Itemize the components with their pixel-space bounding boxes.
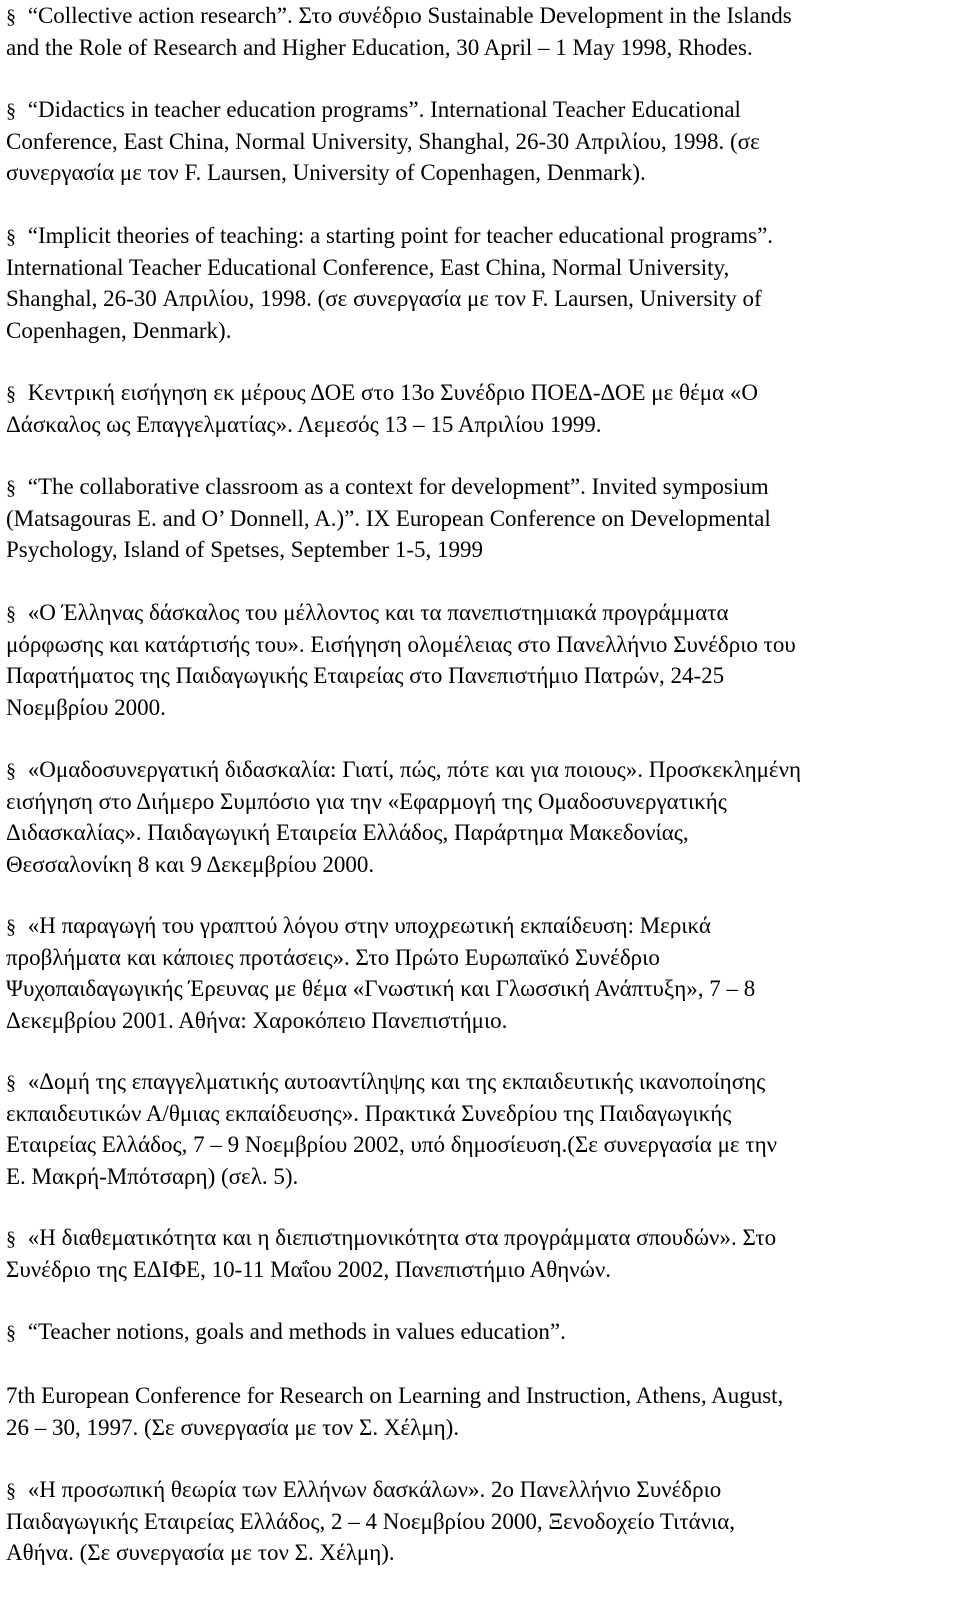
reference-entry bbox=[6, 1380, 783, 1443]
entry-text: Συνέδριο της ΕΔΙΦΕ, 10-11 Μαΐου 2002, Πανεπιστήμιο Αθηνών. bbox=[6, 1256, 611, 1282]
entry-line bbox=[6, 126, 760, 158]
reference-entry bbox=[6, 471, 771, 566]
entry-line bbox=[6, 0, 792, 32]
entry-text: Παιδαγωγικής Εταιρείας Ελλάδος, 2 – 4 Νοεμβρίου 2000, Ξενοδοχείο Τιτάνια, bbox=[6, 1508, 736, 1534]
entry-text: Θεσσαλονίκη 8 και 9 Δεκεμβρίου 2000. bbox=[6, 851, 375, 877]
reference-entry bbox=[6, 94, 760, 189]
entry-line bbox=[6, 1129, 777, 1161]
entry-text: Ψυχοπαιδαγωγικής Έρευνας με θέμα «Γνωστική και Γλωσσική Ανάπτυξη», 7 – 8 bbox=[6, 976, 756, 1002]
entry-text: Δάσκαλος ως Επαγγελματίας». Λεμεσός 13 – 15 Απριλίου 1999. bbox=[6, 411, 602, 437]
entry-line bbox=[6, 377, 758, 409]
section-bullet-icon: § bbox=[6, 1480, 16, 1502]
entry-line bbox=[6, 849, 801, 881]
entry-text: εισήγηση στο Διήμερο Συμπόσιο για την «Εφαρμογή της Ομαδοσυνεργατικής bbox=[6, 788, 727, 814]
entry-text: «Ομαδοσυνεργατική διδασκαλία: Γιατί, πώς, πότε και για ποιους». Προσκεκλημένη bbox=[22, 757, 802, 782]
entry-line bbox=[6, 1005, 755, 1037]
entry-text: «Δομή της επαγγελματικής αυτοαντίληψης και της εκπαιδευτικής ικανοποίησης bbox=[22, 1069, 766, 1094]
entry-text: προβλήματα και κάποιες προτάσεις». Στο Πρώτο Ευρωπαϊκό Συνέδριο bbox=[6, 944, 660, 970]
entry-line bbox=[6, 1537, 735, 1569]
entry-line bbox=[6, 817, 801, 849]
reference-entry bbox=[6, 754, 801, 880]
entry-text: International Teacher Educational Conference, East China, Normal University, bbox=[6, 254, 730, 280]
entry-text: Conference, East China, Normal University, Shanghal, 26-30 Απριλίου, 1998. (σε bbox=[6, 128, 760, 154]
entry-line bbox=[6, 252, 773, 284]
entry-text: “Teacher notions, goals and methods in values education”. bbox=[22, 1319, 566, 1344]
entry-line bbox=[6, 315, 773, 347]
entry-line bbox=[6, 660, 796, 692]
entry-text: Ε. Μακρή-Μπότσαρη) (σελ. 5). bbox=[6, 1163, 299, 1189]
entry-text: Αθήνα. (Σε συνεργασία με τον Σ. Χέλμη). bbox=[6, 1540, 395, 1566]
entry-line bbox=[6, 471, 771, 503]
section-bullet-icon: § bbox=[6, 100, 16, 122]
entry-text: Διδασκαλίας». Παιδαγωγική Εταιρεία Ελλάδος, Παράρτημα Μακεδονίας, bbox=[6, 820, 689, 846]
reference-entry bbox=[6, 0, 792, 63]
entry-line bbox=[6, 692, 796, 724]
entry-line bbox=[6, 597, 796, 629]
entry-line bbox=[6, 1506, 735, 1538]
entry-line bbox=[6, 1412, 783, 1444]
entry-line bbox=[6, 629, 796, 661]
entry-text: εκπαιδευτικών Α/θμιας εκπαίδευσης». Πρακτικά Συνεδρίου της Παιδαγωγικής bbox=[6, 1100, 732, 1126]
entry-text: Παρατήματος της Παιδαγωγικής Εταιρείας στο Πανεπιστήμιο Πατρών, 24-25 bbox=[6, 663, 725, 689]
reference-entry bbox=[6, 1222, 776, 1285]
entry-line bbox=[6, 754, 801, 786]
reference-entry bbox=[6, 910, 755, 1036]
section-bullet-icon: § bbox=[6, 1322, 16, 1344]
entry-text: Shanghal, 26-30 Απριλίου, 1998. (σε συνεργασία με τον F. Laursen, University of bbox=[6, 286, 762, 312]
entry-text: «Ο Έλληνας δάσκαλος του μέλλοντος και τα πανεπιστημιακά προγράμματα bbox=[22, 600, 729, 625]
entry-text: Εταιρείας Ελλάδος, 7 – 9 Νοεμβρίου 2002, υπό δημοσίευση.(Σε συνεργασία με την bbox=[6, 1132, 778, 1158]
section-bullet-icon: § bbox=[6, 383, 16, 405]
section-bullet-icon: § bbox=[6, 1072, 16, 1094]
section-bullet-icon: § bbox=[6, 477, 16, 499]
entry-text: «Η διαθεματικότητα και η διεπιστημονικότητα στα προγράμματα σπουδών». Στο bbox=[22, 1225, 777, 1250]
entry-line bbox=[6, 32, 792, 64]
reference-entry bbox=[6, 1474, 735, 1569]
entry-line bbox=[6, 1380, 783, 1412]
entry-line bbox=[6, 1161, 777, 1193]
entry-text: «Η προσωπική θεωρία των Ελλήνων δασκάλων». 2ο Πανελλήνιο Συνέδριο bbox=[22, 1477, 722, 1502]
section-bullet-icon: § bbox=[6, 6, 16, 28]
entry-line bbox=[6, 910, 755, 942]
entry-line bbox=[6, 786, 801, 818]
entry-line bbox=[6, 1066, 777, 1098]
entry-text: 7th European Conference for Research on Learning and Instruction, Athens, August, bbox=[6, 1383, 784, 1408]
entry-line bbox=[6, 157, 760, 189]
entry-line bbox=[6, 1098, 777, 1130]
entry-line bbox=[6, 1222, 776, 1254]
entry-line bbox=[6, 534, 771, 566]
entry-text: “Didactics in teacher education programs”. International Teacher Educational bbox=[22, 97, 741, 122]
entry-text: “Collective action research”. Στο συνέδριο Sustainable Development in the Islands bbox=[22, 3, 792, 28]
reference-entry bbox=[6, 220, 773, 346]
entry-text: μόρφωσης και κατάρτισής του». Εισήγηση ολομέλειας στο Πανελλήνιο Συνέδριο του bbox=[6, 631, 796, 657]
reference-entry bbox=[6, 597, 796, 723]
entry-line bbox=[6, 973, 755, 1005]
entry-line bbox=[6, 1474, 735, 1506]
reference-entry bbox=[6, 1066, 777, 1192]
entry-line bbox=[6, 1254, 776, 1286]
section-bullet-icon: § bbox=[6, 226, 16, 248]
entry-text: (Matsagouras E. and O’ Donnell, A.)”. IX European Conference on Developmental bbox=[6, 505, 771, 531]
entry-text: “Implicit theories of teaching: a starting point for teacher educational programs”. bbox=[22, 223, 774, 248]
section-bullet-icon: § bbox=[6, 1228, 16, 1250]
entry-text: «Η παραγωγή του γραπτού λόγου στην υποχρεωτική εκπαίδευση: Μερικά bbox=[22, 913, 711, 938]
entry-text: and the Role of Research and Higher Education, 30 April – 1 May 1998, Rhodes. bbox=[6, 34, 753, 60]
section-bullet-icon: § bbox=[6, 760, 16, 782]
entry-text: συνεργασία με τον F. Laursen, University of Copenhagen, Denmark). bbox=[6, 160, 646, 186]
reference-entry bbox=[6, 1316, 566, 1348]
entry-text: Κεντρική εισήγηση εκ μέρους ΔΟΕ στο 13ο Συνέδριο ΠΟΕΔ-ΔΟΕ με θέμα «Ο bbox=[22, 380, 758, 405]
entry-line bbox=[6, 503, 771, 535]
entry-line bbox=[6, 1316, 566, 1348]
entry-line bbox=[6, 220, 773, 252]
entry-text: Copenhagen, Denmark). bbox=[6, 317, 232, 343]
entry-text: 26 – 30, 1997. (Σε συνεργασία με τον Σ. Χέλμη). bbox=[6, 1414, 460, 1440]
entry-line bbox=[6, 409, 758, 441]
section-bullet-icon: § bbox=[6, 603, 16, 625]
reference-entry bbox=[6, 377, 758, 440]
entry-text: Psychology, Island of Spetses, September 1-5, 1999 bbox=[6, 537, 483, 563]
section-bullet-icon: § bbox=[6, 916, 16, 938]
entry-line bbox=[6, 283, 773, 315]
entry-line bbox=[6, 942, 755, 974]
entry-text: “The collaborative classroom as a context for development”. Invited symposium bbox=[22, 474, 769, 499]
entry-line bbox=[6, 94, 760, 126]
entry-text: Νοεμβρίου 2000. bbox=[6, 694, 166, 720]
entry-text: Δεκεμβρίου 2001. Αθήνα: Χαροκόπειο Πανεπιστήμιο. bbox=[6, 1007, 508, 1033]
